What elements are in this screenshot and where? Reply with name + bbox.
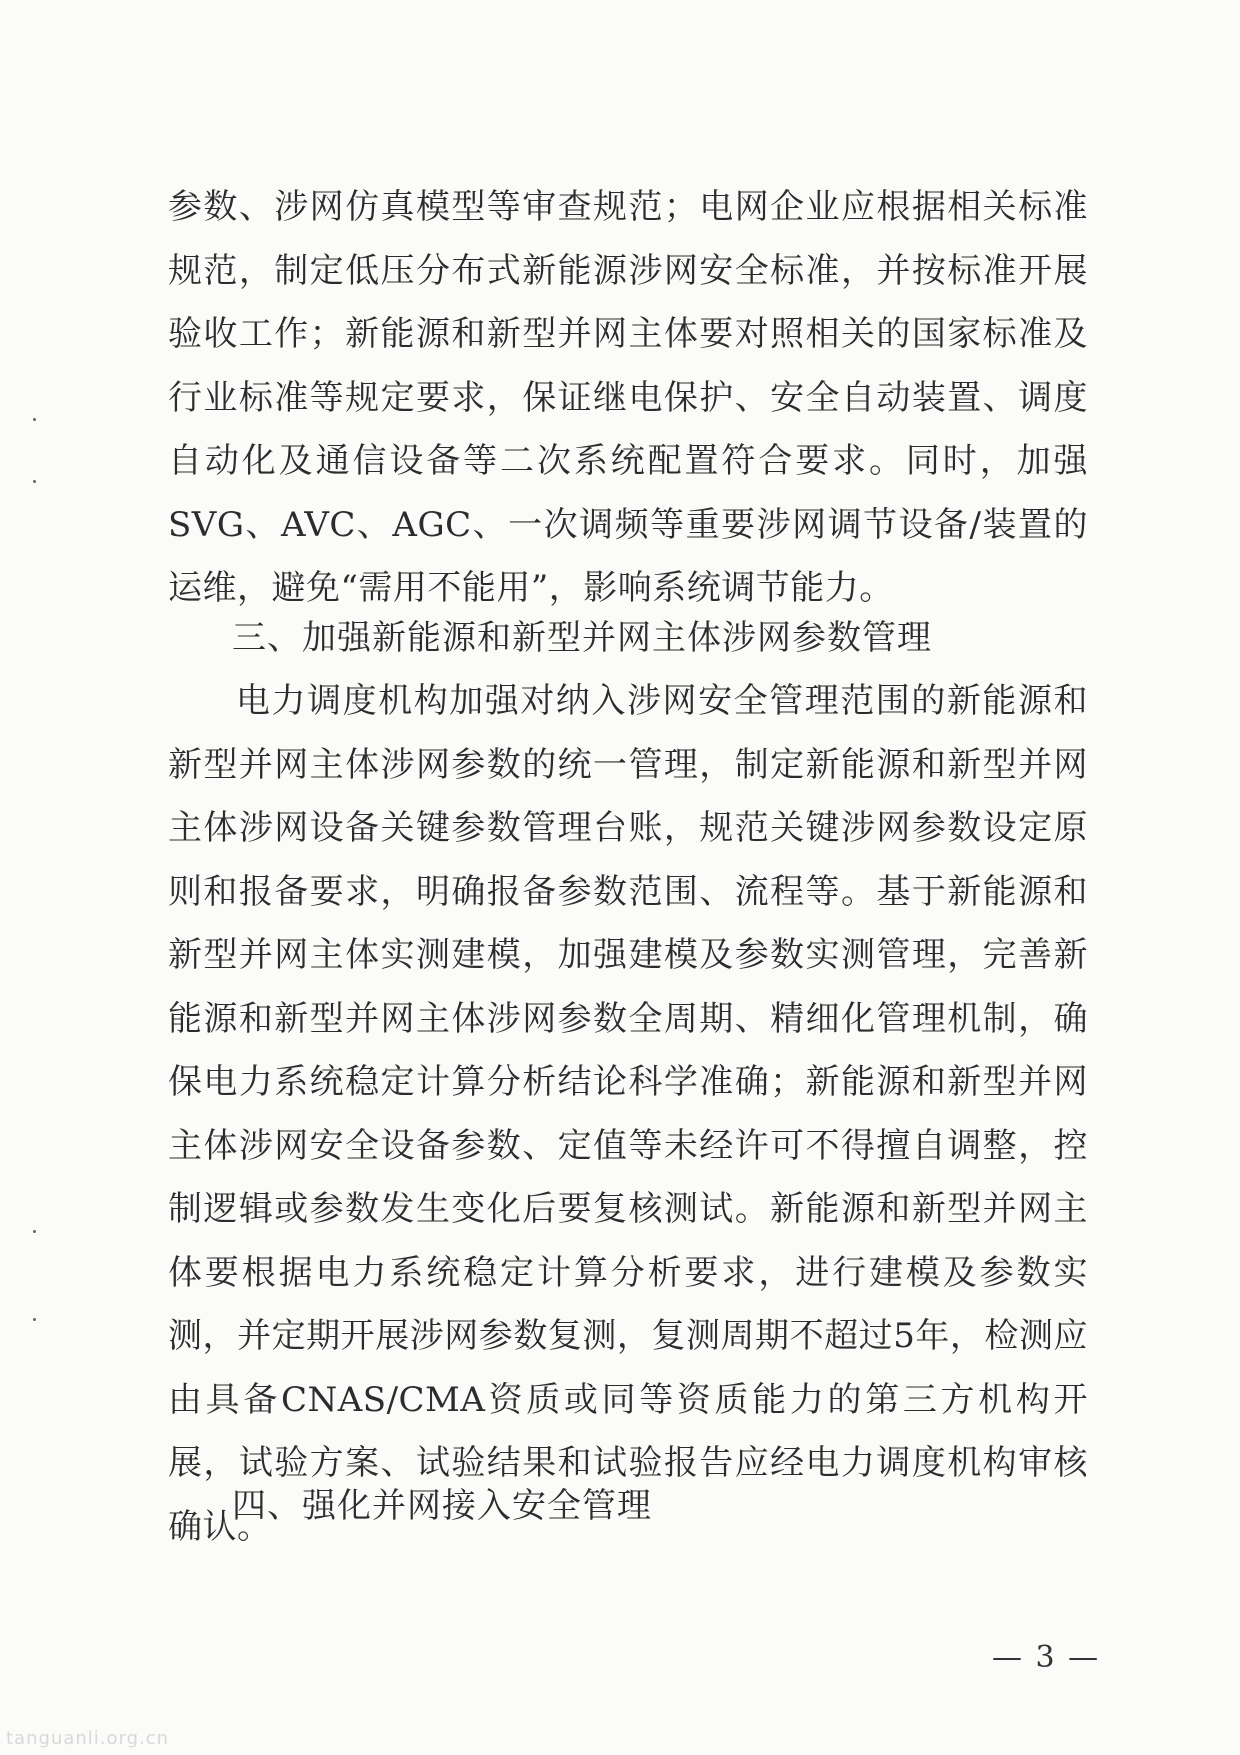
body-paragraph-continued: 参数、涉网仿真模型等审查规范；电网企业应根据相关标准规范，制定低压分布式新能源涉网安全标准，并按标准开展验收工作；新能源和新型并网主体要对照相关的国家标准及行业标准等规定要求，保证继电保护、安全自动装置、调度自动化及通信设备等二次系统配置符合要求。同时，加强SVG、AVC、AGC、一次调频等重要涉网调节设备/装置的运维，避免“需用不能用”，影响系统调节能力。 — [168, 187, 1088, 608]
margin-dot — [33, 480, 36, 483]
body-paragraph-section-3: 电力调度机构加强对纳入涉网安全管理范围的新能源和新型并网主体涉网参数的统一管理，制定新能源和新型并网主体涉网设备关键参数管理台账，规范关键涉网参数设定原则和报备要求，明确报备参数范围、流程等。基于新能源和新型并网主体实测建模，加强建模及参数实测管理，完善新能源和新型并网主体涉网参数全周期、精细化管理机制，确保电力系统稳定计算分析结论科学准确；新能源和新型并网主体涉网安全设备参数、定值等未经许可不得擅自调整，控制逻辑或参数发生变化后要复核测试。新能源和新型并网主体要根据电力系统稳定计算分析要求，进行建模及参数实测，并定期开展涉网参数复测，复测周期不超过5年，检测应由具备CNAS/CMA资质或同等资质能力的第三方机构开展，试验方案、试验结果和试验报告应经电力调度机构审核确认。 — [168, 681, 1088, 1547]
margin-dot — [33, 1318, 36, 1321]
section-heading-3: 三、加强新能源和新型并网主体涉网参数管理 — [232, 618, 932, 658]
margin-dot — [33, 1230, 36, 1233]
section-heading-4: 四、强化并网接入安全管理 — [232, 1486, 652, 1526]
page-number: — 3 — — [992, 1640, 1101, 1675]
watermark-text: tanguanli.org.cn — [6, 1728, 170, 1749]
margin-dot — [33, 418, 36, 421]
